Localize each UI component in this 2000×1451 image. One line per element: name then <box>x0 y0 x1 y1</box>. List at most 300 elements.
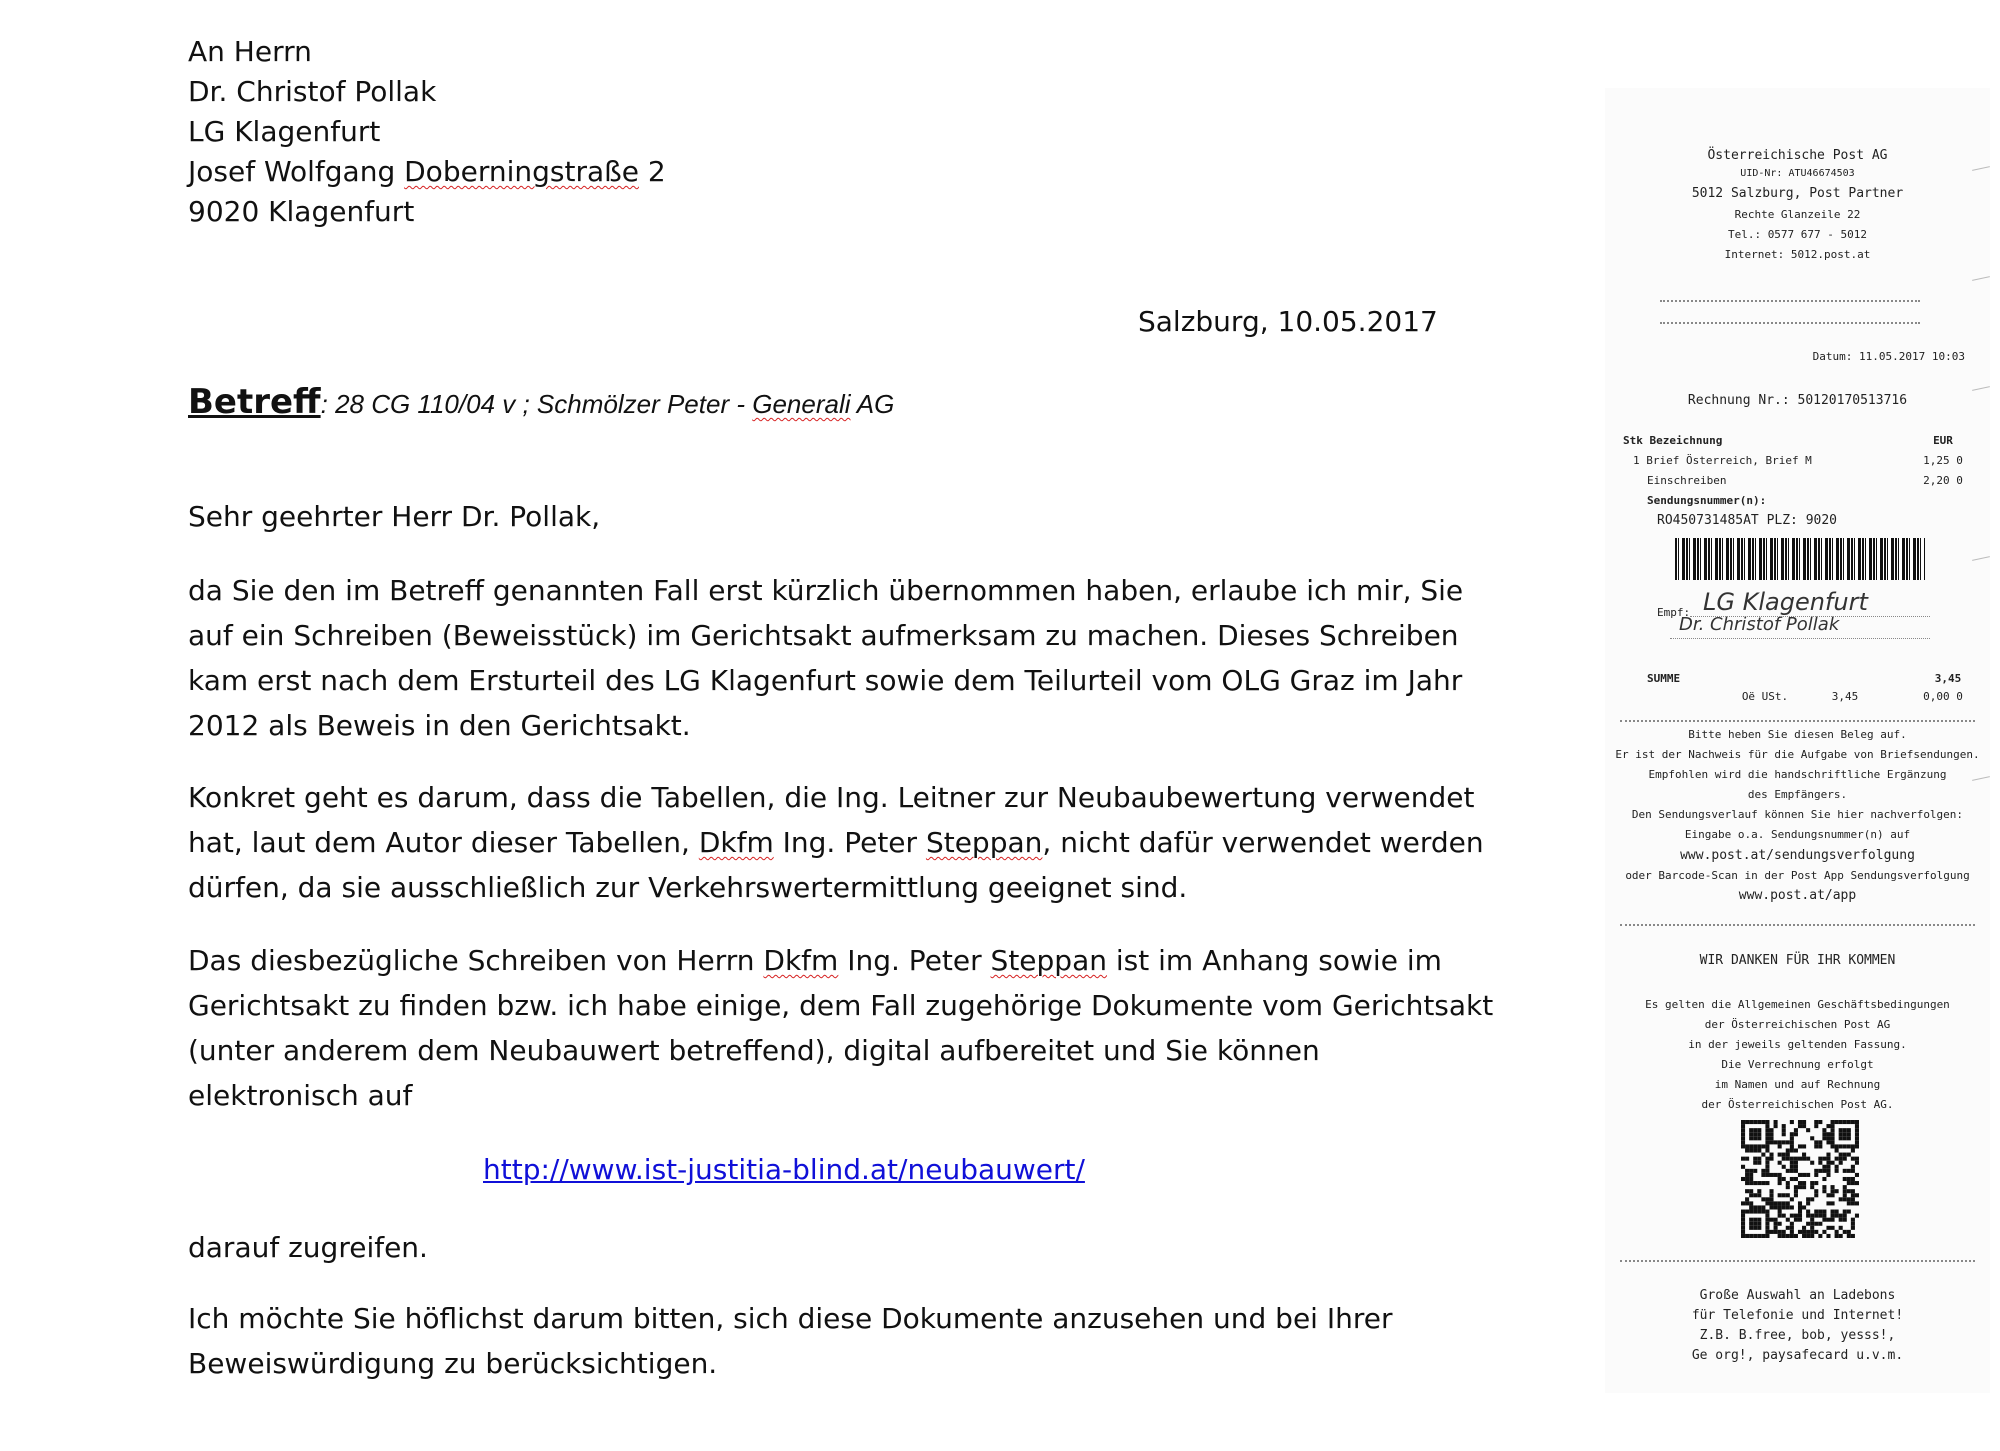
qr-module <box>1802 1181 1806 1185</box>
qr-module <box>1778 1210 1782 1214</box>
qr-module <box>1847 1197 1851 1201</box>
empf-label: Empf: <box>1657 606 1691 619</box>
qr-module <box>1794 1234 1798 1238</box>
qr-module <box>1839 1120 1843 1124</box>
terms-line: der Österreichischen Post AG <box>1704 1018 1891 1031</box>
qr-module <box>1814 1214 1818 1218</box>
qr-module <box>1831 1218 1835 1222</box>
summe-label: SUMME <box>1647 672 1681 685</box>
qr-module <box>1786 1185 1790 1189</box>
receipt-street: Rechte Glanzeile 22 <box>1734 208 1861 221</box>
paragraph-line: Gerichtsakt zu finden bzw. ich habe einige, dem Fall zugehörige Dokumente vom Gerichtsakt <box>188 989 1494 1022</box>
qr-module <box>1786 1205 1790 1209</box>
qr-module <box>1822 1165 1826 1169</box>
qr-module <box>1822 1128 1826 1132</box>
qr-module <box>1741 1124 1745 1128</box>
qr-module <box>1826 1201 1830 1205</box>
qr-module <box>1818 1157 1822 1161</box>
qr-module <box>1835 1144 1839 1148</box>
qr-module <box>1749 1218 1753 1222</box>
qr-module <box>1794 1185 1798 1189</box>
dotted-divider <box>1660 300 1920 302</box>
scan-artifact <box>1972 386 1990 391</box>
qr-module <box>1802 1205 1806 1209</box>
qr-module <box>1749 1201 1753 1205</box>
qr-module <box>1778 1201 1782 1205</box>
qr-module <box>1806 1214 1810 1218</box>
qr-module <box>1839 1218 1843 1222</box>
qr-module <box>1806 1222 1810 1226</box>
qr-module <box>1741 1165 1745 1169</box>
qr-module <box>1843 1128 1847 1132</box>
qr-module <box>1814 1230 1818 1234</box>
qr-module <box>1847 1144 1851 1148</box>
qr-module <box>1794 1218 1798 1222</box>
dotted-divider <box>1670 638 1930 639</box>
qr-module <box>1818 1161 1822 1165</box>
qr-module <box>1831 1210 1835 1214</box>
qr-module <box>1851 1197 1855 1201</box>
qr-module <box>1826 1153 1830 1157</box>
address-line: Dr. Christof Pollak <box>188 75 437 108</box>
qr-module <box>1745 1120 1749 1124</box>
qr-module <box>1851 1177 1855 1181</box>
qr-module <box>1765 1230 1769 1234</box>
text-span: ist im Anhang sowie im <box>1106 944 1442 977</box>
qr-module <box>1765 1234 1769 1238</box>
terms-line: der Österreichischen Post AG. <box>1701 1098 1894 1111</box>
qr-module <box>1847 1230 1851 1234</box>
qr-module <box>1847 1181 1851 1185</box>
empf-handwritten-line2: Dr. Christof Pollak <box>1679 614 1840 635</box>
qr-module <box>1802 1173 1806 1177</box>
qr-module <box>1761 1169 1765 1173</box>
qr-module <box>1745 1173 1749 1177</box>
qr-module <box>1778 1153 1782 1157</box>
qr-module <box>1757 1210 1761 1214</box>
qr-module <box>1831 1132 1835 1136</box>
qr-module <box>1790 1161 1794 1165</box>
qr-module <box>1847 1120 1851 1124</box>
qr-module <box>1778 1230 1782 1234</box>
qr-module <box>1798 1173 1802 1177</box>
qr-module <box>1843 1153 1847 1157</box>
qr-module <box>1769 1197 1773 1201</box>
qr-module <box>1814 1169 1818 1173</box>
qr-module <box>1855 1173 1859 1177</box>
receipt-internet: Internet: 5012.post.at <box>1724 248 1871 261</box>
qr-module <box>1847 1234 1851 1238</box>
qr-module <box>1790 1132 1794 1136</box>
qr-module <box>1851 1222 1855 1226</box>
qr-module <box>1794 1165 1798 1169</box>
qr-module <box>1753 1193 1757 1197</box>
qr-module <box>1847 1128 1851 1132</box>
qr-module <box>1741 1234 1745 1238</box>
neubauwert-link[interactable]: http://www.ist-justitia-blind.at/neubauwert/ <box>483 1153 1085 1186</box>
qr-module <box>1855 1181 1859 1185</box>
qr-module <box>1831 1120 1835 1124</box>
qr-module <box>1835 1214 1839 1218</box>
qr-module <box>1851 1234 1855 1238</box>
qr-module <box>1822 1214 1826 1218</box>
qr-module <box>1790 1222 1794 1226</box>
qr-module <box>1782 1177 1786 1181</box>
qr-module <box>1741 1157 1745 1161</box>
qr-module <box>1802 1157 1806 1161</box>
qr-module <box>1835 1120 1839 1124</box>
app-note: oder Barcode-Scan in der Post App Sendungsverfolgung <box>1625 869 1970 882</box>
text-span: hat, laut dem Autor dieser Tabellen, <box>188 826 699 859</box>
qr-module <box>1753 1169 1757 1173</box>
qr-module <box>1798 1124 1802 1128</box>
qr-module <box>1851 1201 1855 1205</box>
qr-module <box>1790 1169 1794 1173</box>
text-span: Ing. Peter <box>838 944 991 977</box>
item-einschreiben-price: 2,20 0 <box>1923 474 1963 487</box>
qr-module <box>1749 1177 1753 1181</box>
qr-module <box>1855 1161 1859 1165</box>
app-url: www.post.at/app <box>1738 888 1857 903</box>
qr-module <box>1847 1210 1851 1214</box>
qr-module <box>1843 1218 1847 1222</box>
qr-module <box>1778 1161 1782 1165</box>
qr-module <box>1839 1226 1843 1230</box>
promo-line: Große Auswahl an Ladebons <box>1699 1288 1896 1303</box>
qr-module <box>1757 1120 1761 1124</box>
qr-module <box>1810 1181 1814 1185</box>
item-brief: 1 Brief Österreich, Brief M <box>1633 454 1812 467</box>
qr-module <box>1782 1165 1786 1169</box>
dotted-divider <box>1620 720 1975 722</box>
qr-module <box>1798 1210 1802 1214</box>
qr-module <box>1814 1210 1818 1214</box>
recipient-address <box>188 32 666 232</box>
qr-module <box>1782 1193 1786 1197</box>
qr-module <box>1757 1193 1761 1197</box>
qr-module <box>1831 1140 1835 1144</box>
qr-module <box>1761 1205 1765 1209</box>
qr-module <box>1774 1173 1778 1177</box>
qr-module <box>1757 1136 1761 1140</box>
qr-module <box>1741 1177 1745 1181</box>
subject-line <box>188 382 894 424</box>
subject-ref-suffix: AG <box>850 389 895 419</box>
qr-module <box>1745 1157 1749 1161</box>
qr-module <box>1774 1205 1778 1209</box>
qr-module <box>1810 1226 1814 1230</box>
qr-module <box>1765 1136 1769 1140</box>
qr-module <box>1757 1161 1761 1165</box>
qr-module <box>1810 1197 1814 1201</box>
terms-line: im Namen und auf Rechnung <box>1714 1078 1881 1091</box>
qr-module <box>1745 1148 1749 1152</box>
qr-module <box>1765 1165 1769 1169</box>
qr-module <box>1818 1234 1822 1238</box>
qr-module <box>1757 1189 1761 1193</box>
qr-module <box>1774 1140 1778 1144</box>
qr-module <box>1831 1189 1835 1193</box>
qr-module <box>1810 1230 1814 1234</box>
qr-module <box>1798 1218 1802 1222</box>
qr-module <box>1741 1201 1745 1205</box>
qr-module <box>1757 1157 1761 1161</box>
paragraph-5 <box>188 1296 1438 1386</box>
qr-module <box>1790 1144 1794 1148</box>
qr-module <box>1790 1230 1794 1234</box>
qr-module <box>1769 1189 1773 1193</box>
qr-module <box>1753 1157 1757 1161</box>
qr-module <box>1786 1181 1790 1185</box>
tracking-url: www.post.at/sendungsverfolgung <box>1680 848 1915 863</box>
subject-label: Betreff <box>188 382 321 422</box>
qr-module <box>1782 1230 1786 1234</box>
qr-module <box>1818 1169 1822 1173</box>
qr-module <box>1786 1201 1790 1205</box>
qr-module <box>1769 1193 1773 1197</box>
paragraph-line: kam erst nach dem Ersturteil des LG Klagenfurt sowie dem Teilurteil vom OLG Graz im Jahr <box>188 664 1463 697</box>
info-line: Eingabe o.a. Sendungsnummer(n) auf <box>1684 828 1911 841</box>
qr-module <box>1831 1185 1835 1189</box>
qr-module <box>1831 1161 1835 1165</box>
qr-module <box>1757 1205 1761 1209</box>
qr-module <box>1790 1136 1794 1140</box>
qr-module <box>1782 1234 1786 1238</box>
qr-module <box>1778 1144 1782 1148</box>
qr-module <box>1794 1193 1798 1197</box>
qr-module <box>1798 1181 1802 1185</box>
qr-module <box>1814 1181 1818 1185</box>
qr-module <box>1843 1185 1847 1189</box>
qr-module <box>1757 1181 1761 1185</box>
qr-module <box>1778 1193 1782 1197</box>
qr-module <box>1774 1230 1778 1234</box>
qr-module <box>1753 1128 1757 1132</box>
qr-module <box>1826 1140 1830 1144</box>
qr-module <box>1855 1144 1859 1148</box>
qr-module <box>1839 1197 1843 1201</box>
qr-module <box>1839 1161 1843 1165</box>
qr-module <box>1831 1128 1835 1132</box>
dotted-divider <box>1620 924 1975 926</box>
qr-code <box>1741 1120 1859 1238</box>
qr-module <box>1843 1136 1847 1140</box>
text-span: , nicht dafür verwendet werden <box>1042 826 1484 859</box>
promo-line: Z.B. B.free, bob, yesss!, <box>1699 1328 1896 1343</box>
qr-module <box>1855 1136 1859 1140</box>
qr-module <box>1851 1169 1855 1173</box>
qr-module <box>1814 1193 1818 1197</box>
qr-module <box>1782 1140 1786 1144</box>
dotted-divider <box>1690 616 1930 617</box>
dotted-divider <box>1660 322 1920 324</box>
qr-module <box>1851 1181 1855 1185</box>
qr-module <box>1835 1189 1839 1193</box>
qr-module <box>1753 1161 1757 1165</box>
street-name: Doberningstraße <box>404 155 639 188</box>
qr-module <box>1818 1144 1822 1148</box>
qr-module <box>1806 1128 1810 1132</box>
qr-module <box>1835 1148 1839 1152</box>
qr-module <box>1843 1197 1847 1201</box>
qr-module <box>1749 1234 1753 1238</box>
qr-module <box>1765 1197 1769 1201</box>
qr-module <box>1765 1181 1769 1185</box>
qr-module <box>1839 1157 1843 1161</box>
qr-module <box>1761 1197 1765 1201</box>
qr-module <box>1757 1144 1761 1148</box>
qr-module <box>1778 1177 1782 1181</box>
qr-module <box>1855 1120 1859 1124</box>
qr-module <box>1753 1120 1757 1124</box>
paragraph-line: 2012 als Beweis in den Gerichtsakt. <box>188 709 691 742</box>
qr-module <box>1839 1144 1843 1148</box>
qr-module <box>1798 1157 1802 1161</box>
qr-module <box>1794 1148 1798 1152</box>
qr-module <box>1822 1218 1826 1222</box>
qr-module <box>1774 1226 1778 1230</box>
qr-module <box>1839 1234 1843 1238</box>
qr-module <box>1769 1132 1773 1136</box>
qr-module <box>1769 1140 1773 1144</box>
qr-module <box>1741 1218 1745 1222</box>
subject-colon: : <box>320 389 336 419</box>
paragraph-line: Ich möchte Sie höflichst darum bitten, sich diese Dokumente anzusehen und bei Ihrer <box>188 1302 1393 1335</box>
qr-module <box>1753 1234 1757 1238</box>
qr-module <box>1778 1214 1782 1218</box>
qr-module <box>1749 1173 1753 1177</box>
qr-module <box>1741 1136 1745 1140</box>
qr-module <box>1806 1210 1810 1214</box>
paragraph-4: darauf zugreifen. <box>188 1231 428 1264</box>
qr-module <box>1810 1214 1814 1218</box>
qr-module <box>1765 1148 1769 1152</box>
qr-module <box>1806 1234 1810 1238</box>
qr-module <box>1765 1120 1769 1124</box>
qr-module <box>1790 1177 1794 1181</box>
qr-module <box>1794 1214 1798 1218</box>
qr-module <box>1847 1153 1851 1157</box>
qr-module <box>1765 1226 1769 1230</box>
qr-module <box>1786 1226 1790 1230</box>
qr-module <box>1745 1169 1749 1173</box>
qr-module <box>1822 1169 1826 1173</box>
qr-module <box>1778 1205 1782 1209</box>
qr-module <box>1831 1144 1835 1148</box>
terms-line: in der jeweils geltenden Fassung. <box>1688 1038 1907 1051</box>
qr-module <box>1818 1222 1822 1226</box>
summe-value: 3,45 <box>1934 672 1962 685</box>
qr-module <box>1806 1201 1810 1205</box>
qr-module <box>1851 1157 1855 1161</box>
subject-ref: 28 CG 110/04 v ; Schmölzer Peter - <box>335 389 753 419</box>
qr-module <box>1769 1230 1773 1234</box>
qr-module <box>1741 1230 1745 1234</box>
qr-module <box>1761 1181 1765 1185</box>
qr-module <box>1806 1157 1810 1161</box>
qr-module <box>1745 1144 1749 1148</box>
qr-module <box>1802 1144 1806 1148</box>
qr-module <box>1822 1210 1826 1214</box>
spellcheck-word: Steppan <box>990 944 1107 977</box>
qr-module <box>1741 1128 1745 1132</box>
qr-module <box>1794 1177 1798 1181</box>
qr-module <box>1794 1128 1798 1132</box>
qr-module <box>1794 1169 1798 1173</box>
qr-module <box>1769 1201 1773 1205</box>
qr-module <box>1741 1144 1745 1148</box>
qr-module <box>1782 1214 1786 1218</box>
qr-module <box>1855 1193 1859 1197</box>
qr-module <box>1761 1210 1765 1214</box>
qr-module <box>1753 1148 1757 1152</box>
paragraph-1 <box>188 568 1464 748</box>
qr-module <box>1765 1218 1769 1222</box>
qr-module <box>1761 1120 1765 1124</box>
street-number: 2 <box>638 155 666 188</box>
qr-module <box>1769 1218 1773 1222</box>
qr-module <box>1847 1132 1851 1136</box>
qr-module <box>1794 1157 1798 1161</box>
paragraph-line <box>188 820 1484 865</box>
qr-module <box>1851 1193 1855 1197</box>
qr-module <box>1761 1144 1765 1148</box>
qr-module <box>1814 1222 1818 1226</box>
qr-module <box>1757 1148 1761 1152</box>
qr-module <box>1826 1132 1830 1136</box>
terms-line: Die Verrechnung erfolgt <box>1721 1058 1874 1071</box>
receipt-company: Österreichische Post AG <box>1707 148 1888 163</box>
spellcheck-word: Steppan <box>925 826 1043 859</box>
qr-module <box>1786 1218 1790 1222</box>
qr-module <box>1741 1222 1745 1226</box>
qr-module <box>1794 1161 1798 1165</box>
qr-module <box>1765 1161 1769 1165</box>
qr-module <box>1847 1177 1851 1181</box>
qr-module <box>1810 1222 1814 1226</box>
qr-module <box>1835 1165 1839 1169</box>
qr-module <box>1839 1153 1843 1157</box>
qr-module <box>1786 1140 1790 1144</box>
qr-module <box>1826 1161 1830 1165</box>
qr-module <box>1806 1230 1810 1234</box>
paragraph-2 <box>188 775 1484 910</box>
letter-date: Salzburg, 10.05.2017 <box>1138 305 1438 338</box>
address-line: LG Klagenfurt <box>188 115 381 148</box>
qr-module <box>1745 1181 1749 1185</box>
qr-module <box>1761 1173 1765 1177</box>
qr-module <box>1749 1128 1753 1132</box>
qr-module <box>1855 1157 1859 1161</box>
qr-module <box>1814 1140 1818 1144</box>
qr-module <box>1765 1169 1769 1173</box>
qr-module <box>1782 1205 1786 1209</box>
qr-module <box>1847 1169 1851 1173</box>
qr-module <box>1786 1234 1790 1238</box>
qr-module <box>1765 1132 1769 1136</box>
spellcheck-word: Dkfm <box>763 944 839 977</box>
qr-module <box>1774 1201 1778 1205</box>
qr-module <box>1765 1124 1769 1128</box>
qr-module <box>1782 1132 1786 1136</box>
qr-module <box>1847 1189 1851 1193</box>
qr-module <box>1822 1136 1826 1140</box>
qr-module <box>1835 1234 1839 1238</box>
qr-module <box>1745 1234 1749 1238</box>
qr-module <box>1822 1185 1826 1189</box>
qr-module <box>1741 1226 1745 1230</box>
ust-value: 0,00 0 <box>1923 690 1963 703</box>
